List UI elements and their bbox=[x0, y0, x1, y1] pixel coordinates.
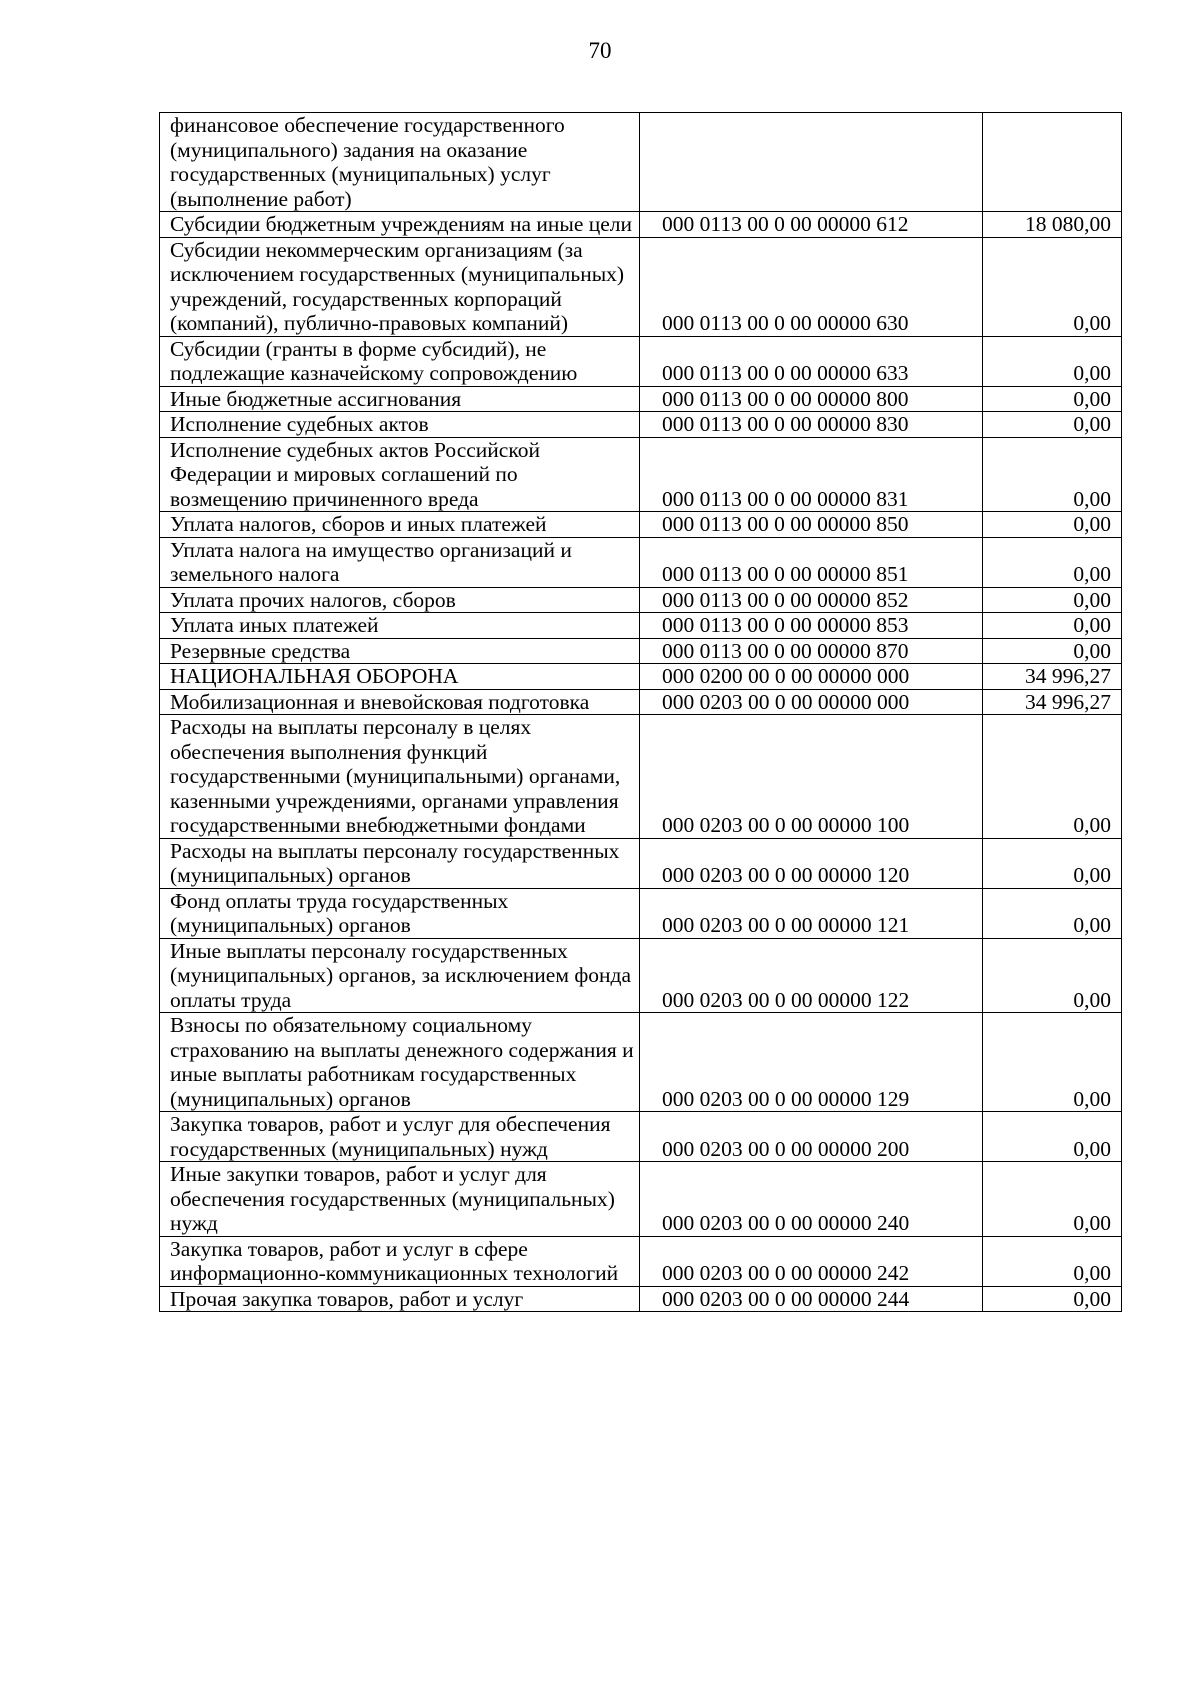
row-name: Уплата прочих налогов, сборов bbox=[160, 587, 640, 613]
row-name: Уплата налогов, сборов и иных платежей bbox=[160, 512, 640, 538]
row-amount: 0,00 bbox=[983, 888, 1122, 938]
table-row bbox=[160, 537, 1122, 587]
row-code: 000 0113 00 0 00 00000 800 bbox=[640, 386, 983, 412]
row-amount: 0,00 bbox=[983, 838, 1122, 888]
row-code: 000 0203 00 0 00 00000 244 bbox=[640, 1286, 983, 1312]
row-name: Фонд оплаты труда государственных (муниципальных) органов bbox=[160, 888, 640, 938]
row-amount: 0,00 bbox=[983, 1013, 1122, 1112]
table-row bbox=[160, 386, 1122, 412]
row-code: 000 0113 00 0 00 00000 612 bbox=[640, 212, 983, 238]
row-code: 000 0203 00 0 00 00000 242 bbox=[640, 1236, 983, 1286]
table-row bbox=[160, 587, 1122, 613]
row-name: Взносы по обязательному социальному страхованию на выплаты денежного содержания и иные выплаты работникам государственных (муниципальных) органов bbox=[160, 1013, 640, 1112]
table-row bbox=[160, 613, 1122, 639]
table-row bbox=[160, 838, 1122, 888]
row-amount: 0,00 bbox=[983, 537, 1122, 587]
row-code: 000 0203 00 0 00 00000 129 bbox=[640, 1013, 983, 1112]
row-code: 000 0113 00 0 00 00000 870 bbox=[640, 638, 983, 664]
table-row bbox=[160, 638, 1122, 664]
row-amount: 0,00 bbox=[983, 512, 1122, 538]
row-amount: 0,00 bbox=[983, 638, 1122, 664]
row-name: Исполнение судебных актов bbox=[160, 412, 640, 438]
row-amount: 0,00 bbox=[983, 938, 1122, 1013]
row-name: Резервные средства bbox=[160, 638, 640, 664]
row-name: Мобилизационная и вневойсковая подготовка bbox=[160, 689, 640, 715]
row-code: 000 0113 00 0 00 00000 830 bbox=[640, 412, 983, 438]
row-code bbox=[640, 113, 983, 212]
row-amount: 0,00 bbox=[983, 587, 1122, 613]
row-name: Иные выплаты персоналу государственных (муниципальных) органов, за исключением фонда оплаты труда bbox=[160, 938, 640, 1013]
row-code: 000 0113 00 0 00 00000 850 bbox=[640, 512, 983, 538]
row-amount: 0,00 bbox=[983, 237, 1122, 336]
row-name: Прочая закупка товаров, работ и услуг bbox=[160, 1286, 640, 1312]
row-name: Субсидии некоммерческим организациям (за исключением государственных (муниципальных) учреждений, государственных корпораций (компаний), публично-правовых компаний) bbox=[160, 237, 640, 336]
row-code: 000 0113 00 0 00 00000 633 bbox=[640, 336, 983, 386]
row-code: 000 0113 00 0 00 00000 853 bbox=[640, 613, 983, 639]
row-code: 000 0113 00 0 00 00000 852 bbox=[640, 587, 983, 613]
table-row bbox=[160, 938, 1122, 1013]
row-amount: 0,00 bbox=[983, 613, 1122, 639]
table-row bbox=[160, 437, 1122, 512]
row-name: Закупка товаров, работ и услуг для обеспечения государственных (муниципальных) нужд bbox=[160, 1112, 640, 1162]
row-name: Исполнение судебных актов Российской Федерации и мировых соглашений по возмещению причиненного вреда bbox=[160, 437, 640, 512]
row-amount: 0,00 bbox=[983, 386, 1122, 412]
row-code: 000 0203 00 0 00 00000 100 bbox=[640, 715, 983, 839]
table-row bbox=[160, 336, 1122, 386]
table-row bbox=[160, 1162, 1122, 1237]
table-row bbox=[160, 1112, 1122, 1162]
table-row bbox=[160, 1286, 1122, 1312]
row-amount: 0,00 bbox=[983, 437, 1122, 512]
row-amount: 18 080,00 bbox=[983, 212, 1122, 238]
row-name: Иные закупки товаров, работ и услуг для обеспечения государственных (муниципальных) нужд bbox=[160, 1162, 640, 1237]
row-amount: 0,00 bbox=[983, 1162, 1122, 1237]
row-code: 000 0203 00 0 00 00000 121 bbox=[640, 888, 983, 938]
page-number: 70 bbox=[588, 38, 612, 63]
table-row bbox=[160, 689, 1122, 715]
row-code: 000 0203 00 0 00 00000 122 bbox=[640, 938, 983, 1013]
row-name: Закупка товаров, работ и услуг в сфере информационно-коммуникационных технологий bbox=[160, 1236, 640, 1286]
row-amount: 0,00 bbox=[983, 715, 1122, 839]
table-row bbox=[160, 512, 1122, 538]
row-name: Уплата налога на имущество организаций и земельного налога bbox=[160, 537, 640, 587]
row-code: 000 0113 00 0 00 00000 630 bbox=[640, 237, 983, 336]
row-code: 000 0203 00 0 00 00000 200 bbox=[640, 1112, 983, 1162]
row-name: Субсидии бюджетным учреждениям на иные цели bbox=[160, 212, 640, 238]
row-code: 000 0203 00 0 00 00000 120 bbox=[640, 838, 983, 888]
row-amount: 0,00 bbox=[983, 1236, 1122, 1286]
table-row bbox=[160, 212, 1122, 238]
table-row bbox=[160, 1236, 1122, 1286]
row-name: финансовое обеспечение государственного (муниципального) задания на оказание государственных (муниципальных) услуг (выполнение работ) bbox=[160, 113, 640, 212]
row-code: 000 0113 00 0 00 00000 851 bbox=[640, 537, 983, 587]
table-row bbox=[160, 237, 1122, 336]
table-row bbox=[160, 888, 1122, 938]
row-amount: 34 996,27 bbox=[983, 689, 1122, 715]
row-amount bbox=[983, 113, 1122, 212]
row-amount: 0,00 bbox=[983, 412, 1122, 438]
row-code: 000 0203 00 0 00 00000 240 bbox=[640, 1162, 983, 1237]
table-row bbox=[160, 664, 1122, 690]
table-row bbox=[160, 412, 1122, 438]
budget-table bbox=[159, 112, 1122, 1312]
table-row bbox=[160, 715, 1122, 839]
row-name: НАЦИОНАЛЬНАЯ ОБОРОНА bbox=[160, 664, 640, 690]
row-code: 000 0203 00 0 00 00000 000 bbox=[640, 689, 983, 715]
row-code: 000 0200 00 0 00 00000 000 bbox=[640, 664, 983, 690]
row-name: Расходы на выплаты персоналу государственных (муниципальных) органов bbox=[160, 838, 640, 888]
row-amount: 34 996,27 bbox=[983, 664, 1122, 690]
row-name: Иные бюджетные ассигнования bbox=[160, 386, 640, 412]
row-amount: 0,00 bbox=[983, 1112, 1122, 1162]
row-code: 000 0113 00 0 00 00000 831 bbox=[640, 437, 983, 512]
row-name: Расходы на выплаты персоналу в целях обеспечения выполнения функций государственными (муниципальными) органами, казенными учреждениями, органами управления государственными внебюджетными фондами bbox=[160, 715, 640, 839]
row-name: Субсидии (гранты в форме субсидий), не подлежащие казначейскому сопровождению bbox=[160, 336, 640, 386]
row-name: Уплата иных платежей bbox=[160, 613, 640, 639]
row-amount: 0,00 bbox=[983, 336, 1122, 386]
row-amount: 0,00 bbox=[983, 1286, 1122, 1312]
table-row bbox=[160, 1013, 1122, 1112]
table-row bbox=[160, 113, 1122, 212]
